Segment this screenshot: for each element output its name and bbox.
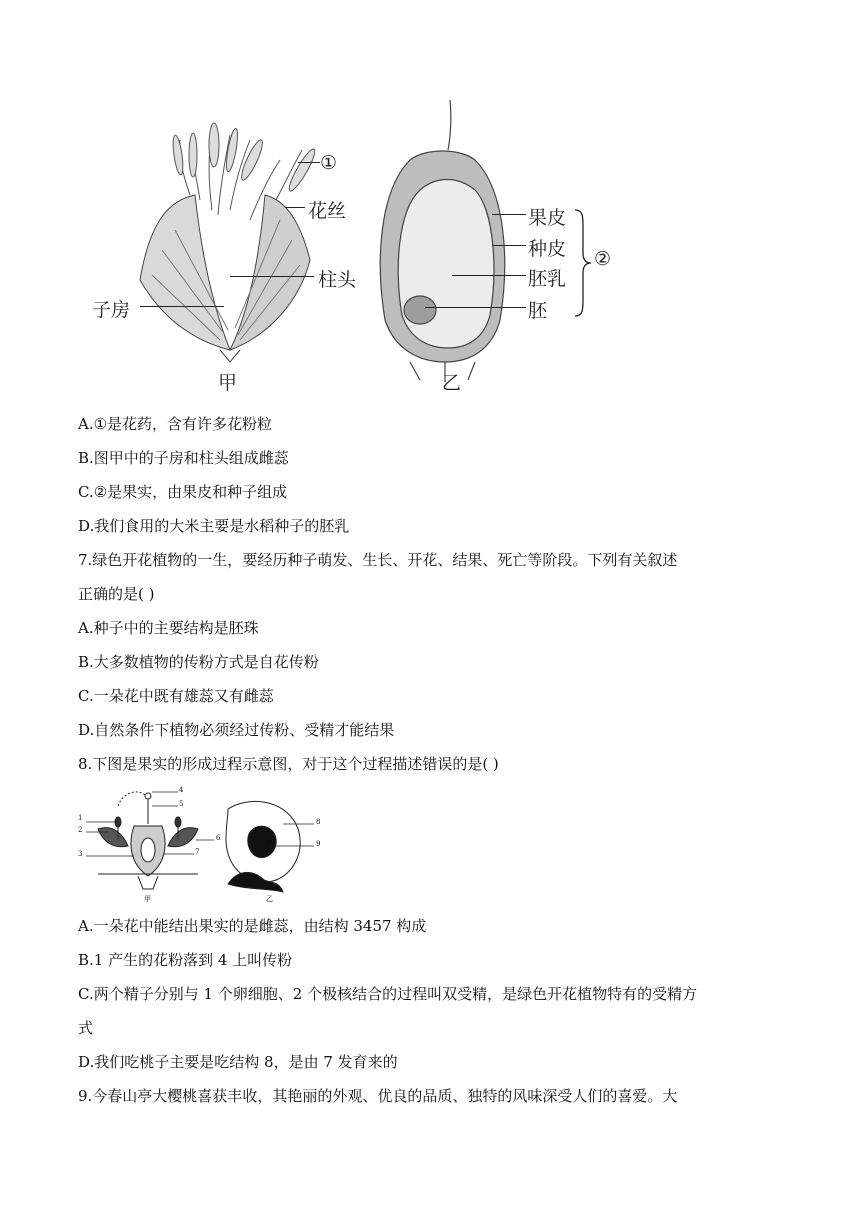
figure-flower-and-grain xyxy=(80,100,640,400)
leader-line-stigma xyxy=(230,276,314,277)
q7-option-c: C.一朵花中既有雄蕊又有雌蕊 xyxy=(78,687,274,705)
q6-option-b: B.图甲中的子房和柱头组成雌蕊 xyxy=(78,449,289,467)
label-marker-2: ② xyxy=(594,248,612,270)
fruit-formation-illustration xyxy=(78,784,338,906)
fig8-number-5: 5 xyxy=(179,800,184,808)
fig8-number-2: 2 xyxy=(78,826,83,834)
label-marker-1: ① xyxy=(320,152,338,174)
q7-option-a: A.种子中的主要结构是胚珠 xyxy=(78,619,259,637)
label-stigma: 柱头 xyxy=(318,269,357,291)
fig8-number-7: 7 xyxy=(195,848,200,856)
leader-line-embryo xyxy=(425,307,526,308)
q7-stem-line2: 正确的是( ) xyxy=(78,585,155,603)
leader-line-pericarp xyxy=(492,214,526,215)
q9-stem-line1: 9.今春山亭大樱桃喜获丰收，其艳丽的外观、优良的品质、独特的风味深受人们的喜爱。大 xyxy=(78,1087,678,1105)
leader-line-endosperm xyxy=(452,275,526,276)
label-ovary: 子房 xyxy=(92,299,131,321)
fig8-number-1: 1 xyxy=(78,814,83,822)
caption-jia: 甲 xyxy=(218,372,238,394)
label-endosperm: 胚乳 xyxy=(528,268,567,290)
fig8-number-8: 8 xyxy=(316,818,321,826)
caption-yi: 乙 xyxy=(442,372,462,394)
fig8-number-6: 6 xyxy=(216,834,221,842)
leader-line-marker xyxy=(298,162,320,163)
curly-bracket xyxy=(573,208,593,318)
q6-option-d: D.我们食用的大米主要是水稻种子的胚乳 xyxy=(78,517,350,535)
q7-stem-line1: 7.绿色开花植物的一生，要经历种子萌发、生长、开花、结果、死亡等阶段。下列有关叙述 xyxy=(78,551,678,569)
q7-option-b: B.大多数植物的传粉方式是自花传粉 xyxy=(78,653,319,671)
q8-option-d: D.我们吃桃子主要是吃结构 8，是由 7 发育来的 xyxy=(78,1053,398,1071)
q8-stem: 8.下图是果实的形成过程示意图，对于这个过程描述错误的是( ) xyxy=(78,755,499,773)
q8-option-a: A.一朵花中能结出果实的是雌蕊，由结构 3457 构成 xyxy=(78,917,427,935)
q6-option-a: A.①是花药，含有许多花粉粒 xyxy=(78,415,273,433)
fig8-number-9: 9 xyxy=(316,840,321,848)
q6-option-c: C.②是果实，由果皮和种子组成 xyxy=(78,483,288,501)
leader-line-seed-coat xyxy=(492,245,526,246)
leader-line-filament xyxy=(285,207,305,208)
label-filament: 花丝 xyxy=(308,200,347,222)
fig8-number-4: 4 xyxy=(179,786,184,794)
q8-option-c: C.两个精子分别与 1 个卵细胞、2 个极核结合的过程叫双受精，是绿色开花植物特有的受精方 xyxy=(78,985,698,1003)
fig8-number-3: 3 xyxy=(78,850,83,858)
figure-fruit-formation xyxy=(78,784,338,906)
leader-line-ovary xyxy=(140,306,224,307)
q7-option-d: D.自然条件下植物必须经过传粉、受精才能结果 xyxy=(78,721,395,739)
label-embryo: 胚 xyxy=(528,300,548,322)
q8-option-b: B.1 产生的花粉落到 4 上叫传粉 xyxy=(78,951,293,969)
label-seed-coat: 种皮 xyxy=(528,238,567,260)
fig8-caption-jia: 甲 xyxy=(144,895,151,903)
q8-option-c-cont: 式 xyxy=(78,1019,94,1037)
fig8-caption-yi: 乙 xyxy=(266,895,273,903)
label-pericarp: 果皮 xyxy=(528,207,567,229)
